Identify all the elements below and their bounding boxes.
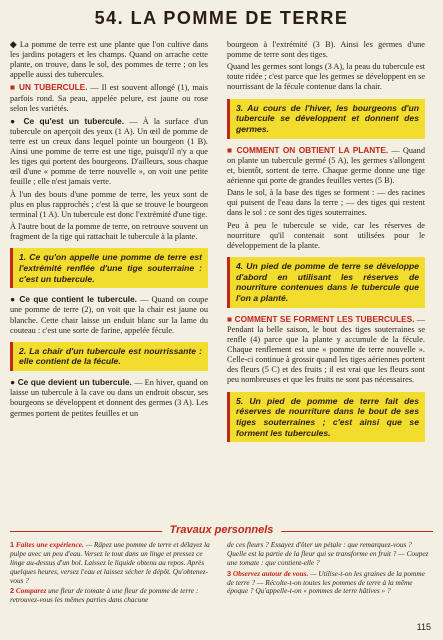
- section-heading: ■ COMMENT ON OBTIENT LA PLANTE.: [227, 144, 389, 155]
- summary-box-1: 1. Ce qu'on appelle une pomme de terre est l'extrémité renflée d'une tige souterraine : c'est un tubercule.: [10, 248, 208, 288]
- intro-paragraph: [10, 40, 208, 80]
- section-tubercule: ■ UN TUBERCULE. — Il est souvent allongé (1), mais parfois rond. Sa peau, appelée pelure, est jaune ou rose selon les variétés.: [10, 82, 208, 113]
- intro-text: La pomme de terre est une plante que l'on cultive dans les jardins potagers et les champs. Quand on arrache cette plante, on trouve, dans le sol, des pommes de terre ; on les appelle aussi des tubercules.: [10, 40, 208, 80]
- paragraph: À l'un des bouts d'une pomme de terre, les yeux sont de plus en plus rapprochés ; c'est là que se trouve le bourgeon terminal (1 A). Un tubercule est donc l'extrémité d'une tige.: [10, 189, 208, 219]
- summary-box-5: 5. Un pied de pomme de terre fait des réserves de nourriture dans le bout de ses tiges souterraines ; c'est ainsi que se forment les tubercules.: [227, 392, 425, 443]
- page-title: 54. LA POMME DE TERRE: [94, 8, 349, 28]
- summary-box-4: 4. Un pied de pomme de terre se développe d'abord en utilisant les réserves de nourriture contenues dans le tubercule que l'on a planté.: [227, 257, 425, 308]
- paragraph: Dans le sol, à la base des tiges se forment : — des racines qui puisent de l'eau dans la terre ; — des tiges qui restent dans le sol : ce sont des tiges souterraines.: [227, 188, 425, 218]
- bullet-icon: ◆: [10, 40, 20, 49]
- travaux-label: Travaux personnels: [162, 524, 282, 536]
- travaux-left: [10, 541, 214, 607]
- exercise-2: 2 Comparez une fleur de tomate à une fleur de pomme de terre : retrouvez-vous les mêmes parties dans chacune: [10, 586, 199, 605]
- summary-box-3: 3. Au cours de l'hiver, les bourgeons d'un tubercule se développent et donnent des germes.: [227, 99, 425, 139]
- section-heading: ● Ce que devient un tubercule.: [10, 377, 132, 388]
- section-contient: ● Ce que contient le tubercule. — Quand on coupe une pomme de terre (2), on voit que la chair est jaune ou blanche. Cette chair laisse un enduit blanc sur la lame du couteau : c'est une sorte de farine, appelée fécule.: [10, 294, 208, 335]
- exercise-3: 3 Observez autour de vous. — Utilise-t-on les graines de la pomme de terre ? — Récolte-t-on toutes les pommes de terre à la même époque ? Qu'appelle-t-on « pommes de terre hâtives » ?: [227, 568, 425, 596]
- paragraph: À l'autre bout de la pomme de terre, on retrouve souvent un fragment de la tige qui rattachait le tubercule à la plante.: [10, 221, 208, 241]
- section-ce-quest: ● Ce qu'est un tubercule. — À la surface d'un tubercule on aperçoit des yeux (1 A). Un œil de pomme de terre est un creux dans lequel pointe un bourgeon (1 B). Ainsi une pomme de terre est une tige, puisqu'il n'y a que les tiges qui portent des bourgeons. D'ailleurs, sous chaque œil d'une « pomme de terre nouvelle », on voit une petite feuille ; elle n'est jamais verte.: [10, 115, 208, 187]
- paragraph: Quand les germes sont longs (3 A), la peau du tubercule est toute ridée ; c'est parce que les germes se développent en se nourrissant de la fécule contenue dans la chair.: [227, 62, 426, 92]
- section-heading: ■ UN TUBERCULE.: [10, 82, 88, 93]
- travaux-divider: [10, 524, 433, 538]
- paragraph: bourgeon à l'extrémité (3 B). Ainsi les germes d'une pomme de terre sont des tiges.: [227, 40, 425, 60]
- section-heading: ■ COMMENT SE FORMENT LES TUBERCULES.: [227, 313, 415, 324]
- summary-box-2: 2. La chair d'un tubercule est nourrissante : elle contient de la fécule.: [10, 342, 208, 371]
- section-heading: ● Ce qu'est un tubercule.: [10, 115, 125, 126]
- page-number: 115: [416, 622, 431, 632]
- paragraph: Peu à peu le tubercule se vide, car les réserves de nourriture qu'il contenait sont utilisées pour le développement de la plante.: [227, 220, 425, 250]
- section-obtient: ■ COMMENT ON OBTIENT LA PLANTE. — Quand on plante un tubercule germé (5 A), les germes s'allongent et, bientôt, sortent de terre. Chaque germe donne une tige aérienne qui porte de grandes feuilles vertes (5 B).: [227, 144, 425, 186]
- right-column: [227, 40, 425, 448]
- travaux-right: [227, 541, 433, 598]
- exercise-2-cont: de ces fleurs ? Essayez d'ôter un pétale : que remarquez-vous ? Quelle est la partie de la fleur qui se transforme en fruit ? — Coupez une tomate : que contient-elle ?: [227, 540, 429, 567]
- exercise-1: 1 Faites une expérience. — Râpez une pomme de terre et délayez la pulpe avec un peu d'eau. Versez le tout dans un linge et pressez ce linge au-dessus d'un bol. Laissez le liquide obtenu au repos. Après quelques heures, versez l'eau et laissez sécher le dépôt. Qu'obtenez-vous ?: [10, 540, 210, 585]
- section-devient: ● Ce que devient un tubercule. — En hiver, quand on laisse un tubercule à la cave ou dans un endroit obscur, ses bourgeons se développent et donnent des germes (3 A). Les germes portent de petites feuilles et un: [10, 377, 208, 418]
- left-column: [10, 40, 208, 421]
- section-forment: ■ COMMENT SE FORMENT LES TUBERCULES. — Pendant la belle saison, le bout des tiges souterraines se renfle (4) parce que la plante y accumule de la fécule. Chaque renflement est une « pomme de terre nouvelle ». Celle-ci continue à grossir quand les tiges aériennes portent des fleurs (5 C) et des fruits ; il est vrai que les fleurs sont peu nombreuses et que les fruits ne sont pas nécessaires.: [227, 313, 425, 385]
- section-heading: ● Ce que contient le tubercule.: [10, 294, 137, 305]
